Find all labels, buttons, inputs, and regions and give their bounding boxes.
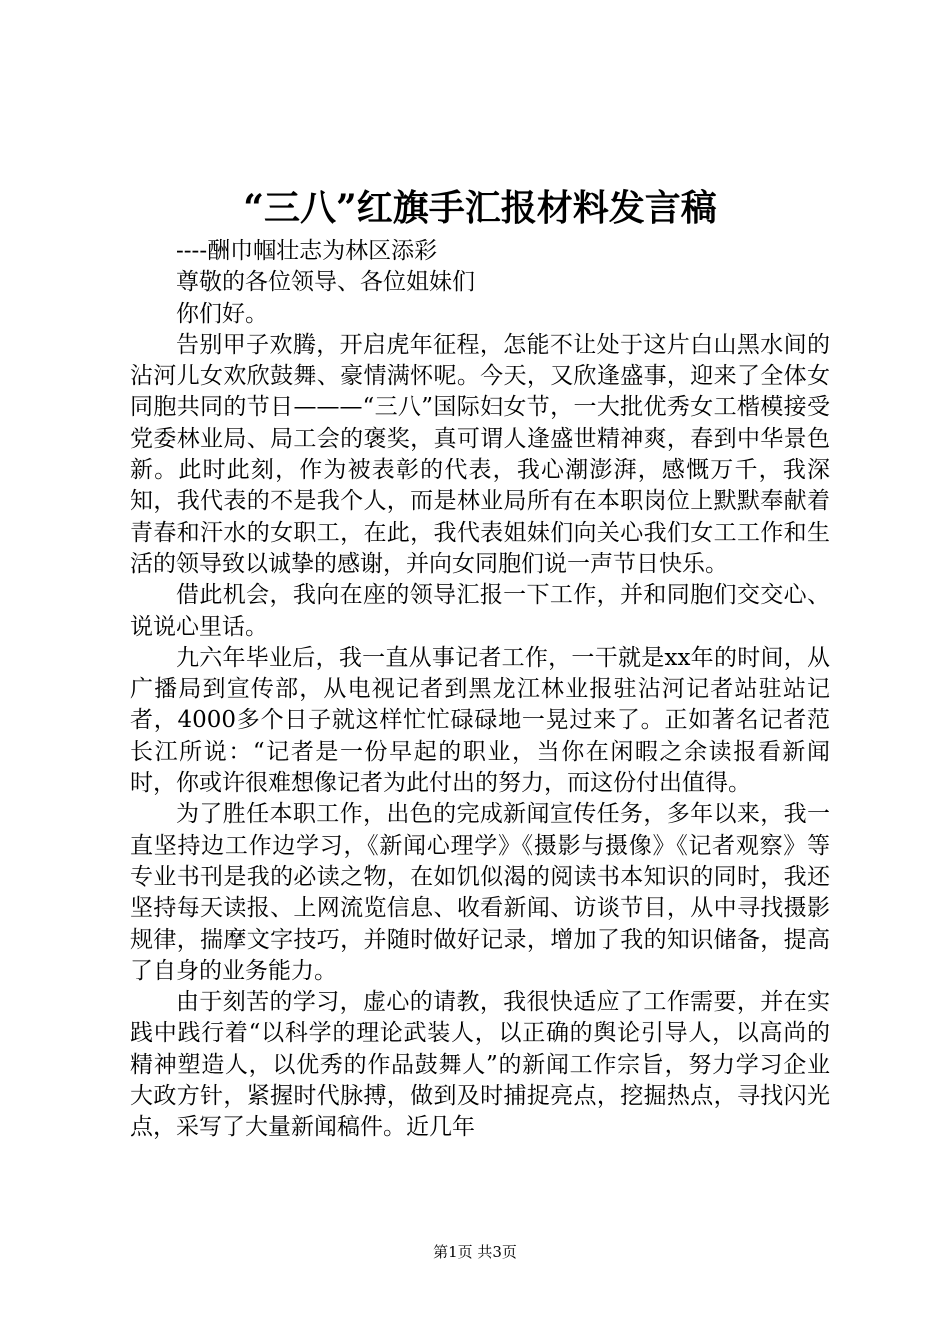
document-body [130,236,830,1144]
greeting: 你们好。 [176,300,268,327]
paragraph: 由于刻苦的学习，虚心的请教，我很快适应了工作需要，并在实践中践行着“以科学的理论武装人，以正确的舆论引导人，以高尚的精神塑造人，以优秀的作品鼓舞人”的新闻工作宗旨，努力学习企业大政方针，紧握时代脉搏，做到及时捕捉亮点，挖掘热点，寻找闪光点，采写了大量新闻稿件。近几年 [130,989,830,1141]
paragraph: 借此机会，我向在座的领导汇报一下工作，并和同胞们交交心、说说心里话。 [130,582,830,640]
page-footer: 第1页 共3页 [433,1243,517,1261]
subtitle: ----酬巾帼壮志为林区添彩 [176,238,438,264]
paragraph: 告别甲子欢腾，开启虎年征程，怎能不让处于这片白山黑水间的沾河儿女欢欣鼓舞、豪情满怀呢。今天，又欣逢盛事，迎来了全体女同胞共同的节日———“三八”国际妇女节，一大批优秀女工楷模接受党委林业局、局工会的褒奖，真可谓人逢盛世精神爽，春到中华景色新。此时此刻，作为被表彰的代表，我心潮澎湃，感慨万千，我深知，我代表的不是我个人，而是林业局所有在本职岗位上默默奉献着青春和汗水的女职工，在此，我代表姐妹们向关心我们女工工作和生活的领导致以诚挚的感谢，并向女同胞们说一声节日快乐。 [130,331,830,577]
paragraph: 九六年毕业后，我一直从事记者工作，一干就是xx年的时间，从广播局到宣传部，从电视记者到黑龙江林业报驻沾河记者站驻站记者，4000多个日子就这样忙忙碌碌地一晃过来了。正如著名记者范长江所说：“记者是一份早起的职业，当你在闲暇之余读报看新闻时，你或许很难想像记者为此付出的努力，而这份付出值得。 [130,644,830,797]
paragraph: 为了胜任本职工作，出色的完成新闻宣传任务，多年以来，我一直坚持边工作边学习，《新闻心理学》《摄影与摄像》《记者观察》等专业书刊是我的必读之物，在如饥似渴的阅读书本知识的同时，我还坚持每天读报、上网流览信息、收看新闻、访谈节目，从中寻找摄影规律，揣摩文字技巧，并随时做好记录，增加了我的知识储备，提高了自身的业务能力。 [130,801,830,984]
document-title: “三八”红旗手汇报材料发言稿 [243,187,717,229]
salutation: 尊敬的各位领导、各位姐妹们 [176,269,475,296]
